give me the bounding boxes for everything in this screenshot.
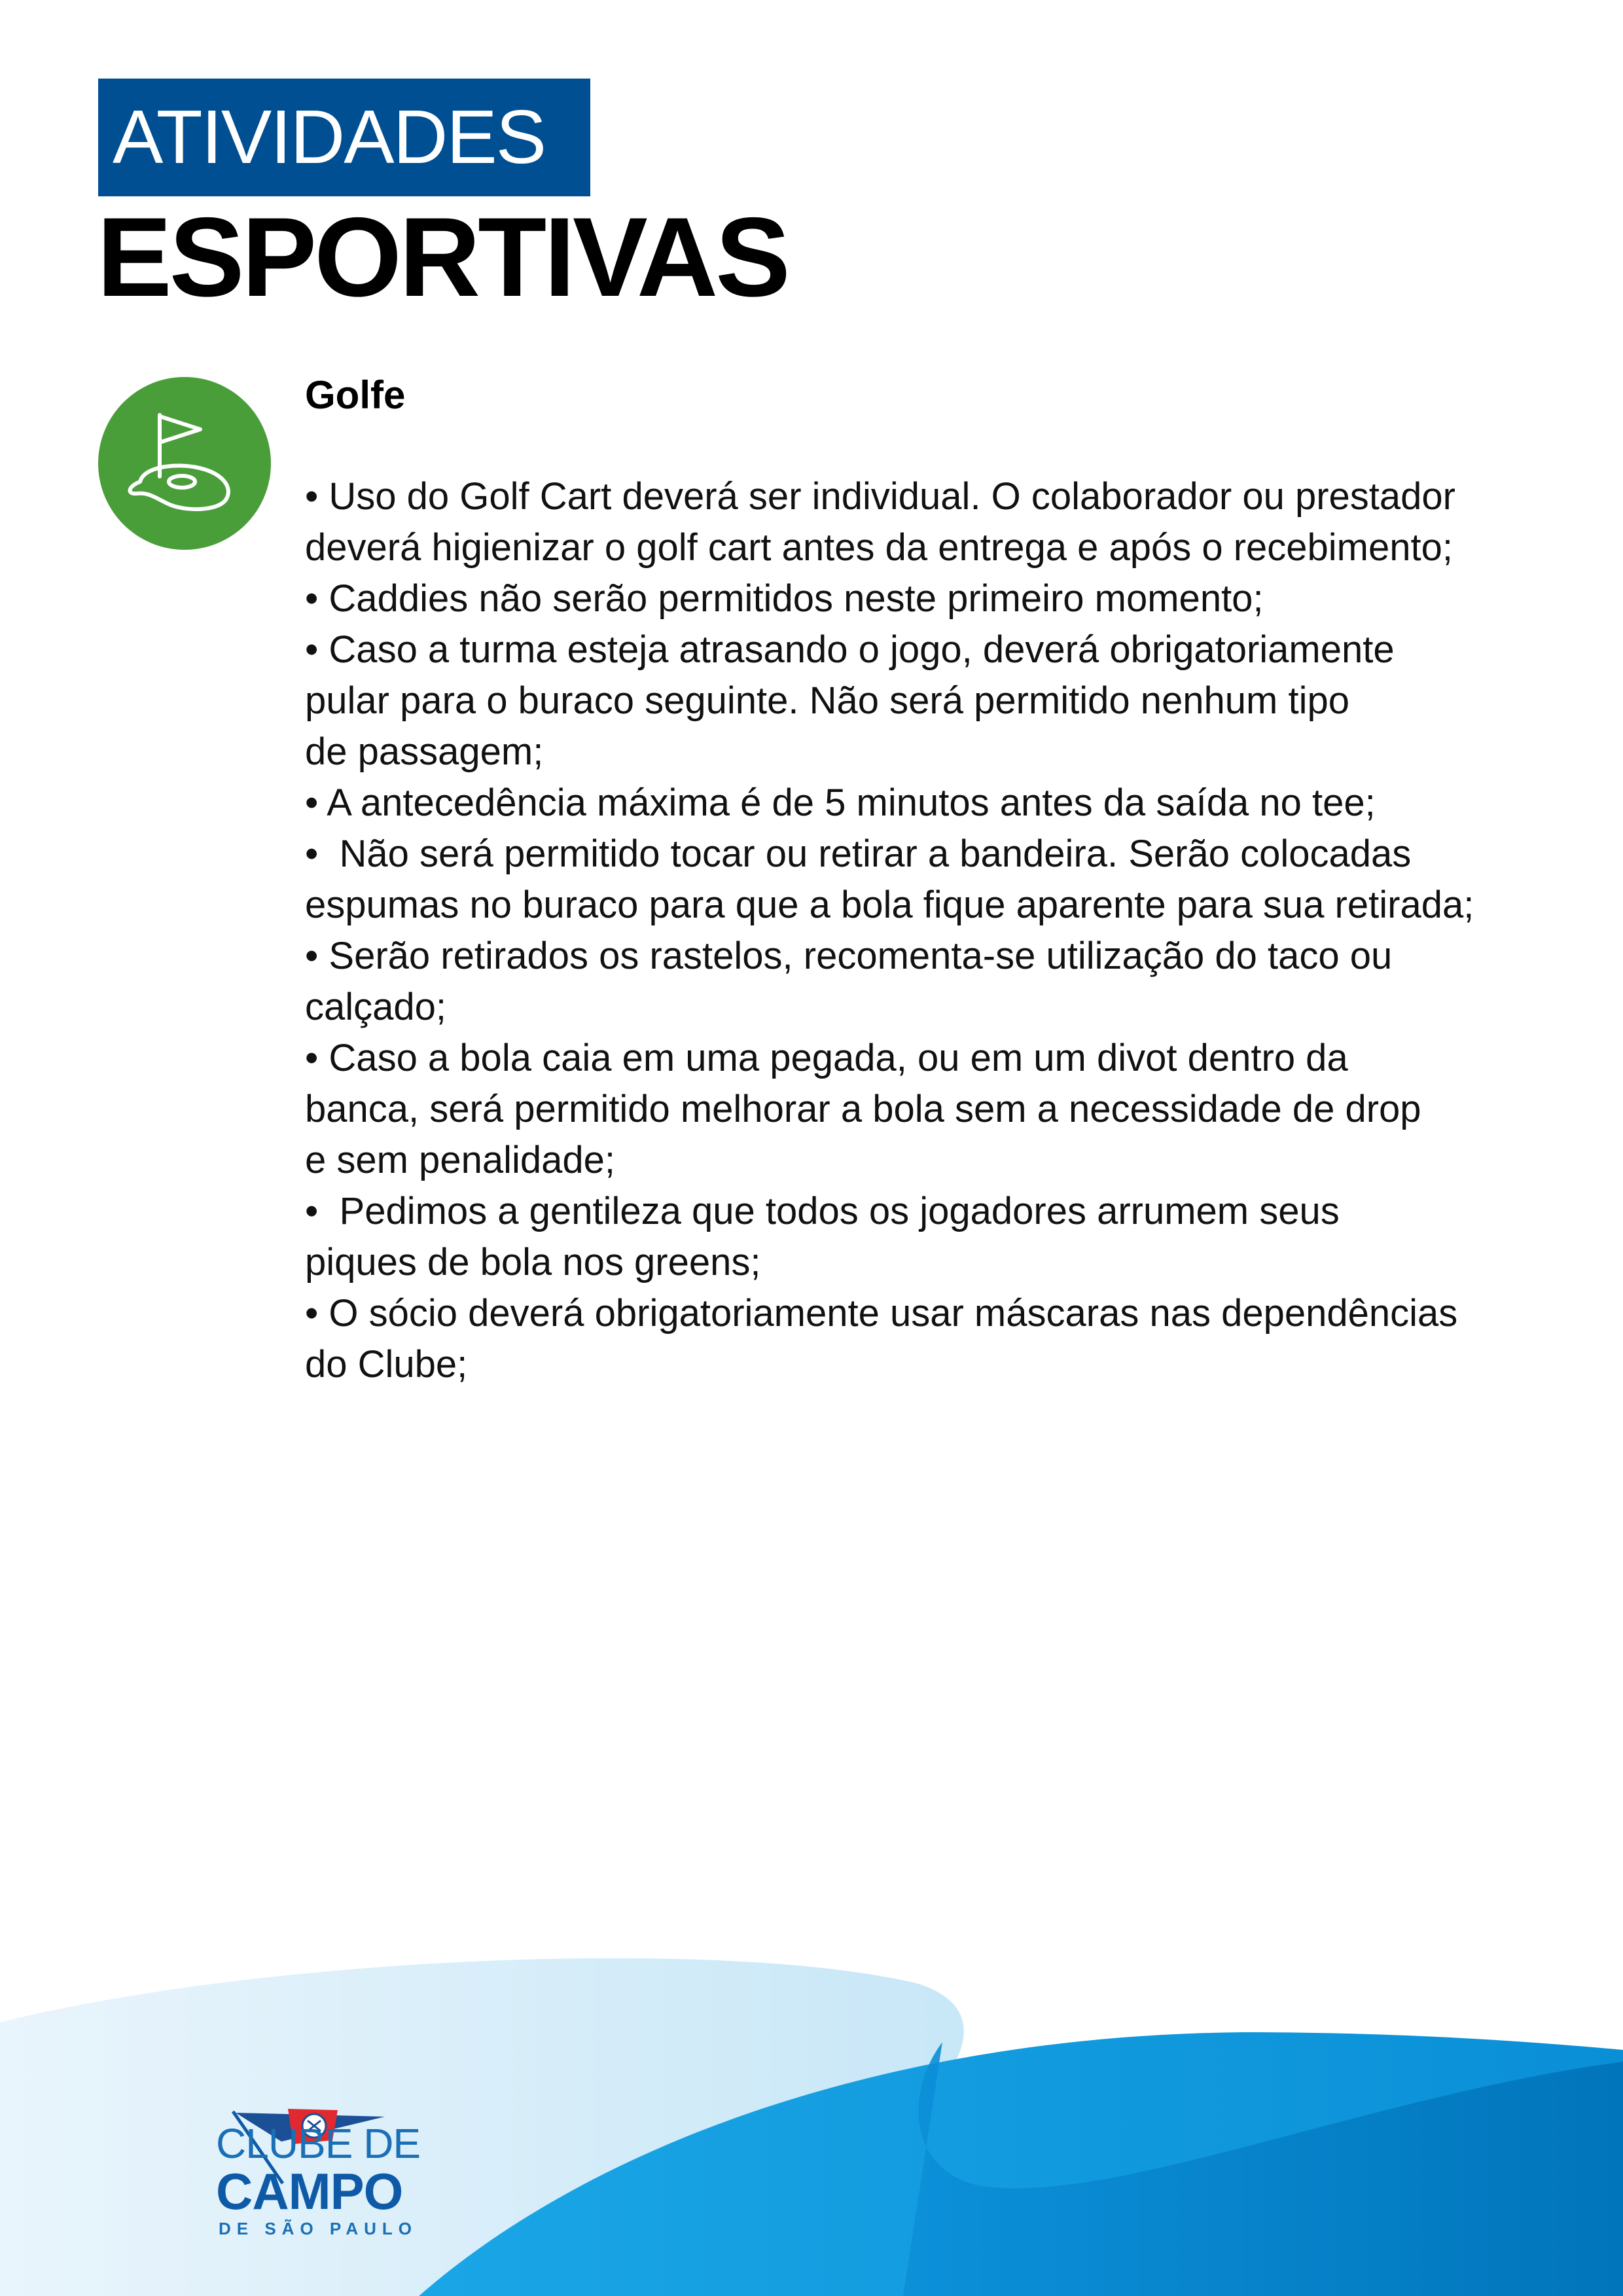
rule-line: calçado; xyxy=(305,986,447,1028)
rule-line: e sem penalidade; xyxy=(305,1139,615,1181)
title-badge xyxy=(98,79,590,196)
logo-line3: DE SÃO PAULO xyxy=(219,2219,418,2238)
rule-line: • Caddies não serão permitidos neste primeiro momento; xyxy=(305,577,1264,620)
rule-line: de passagem; xyxy=(305,730,544,773)
rules-list xyxy=(305,471,1601,1390)
rule-line: espumas no buraco para que a bola fique aparente para sua retirada; xyxy=(305,884,1474,926)
rule-line: • O sócio deverá obrigatoriamente usar máscaras nas dependências xyxy=(305,1292,1458,1335)
rule-line: banca, será permitido melhorar a bola sem a necessidade de drop xyxy=(305,1088,1421,1130)
rule-line: do Clube; xyxy=(305,1343,468,1386)
rule-line: pular para o buraco seguinte. Não será permitido nenhum tipo xyxy=(305,679,1349,722)
title-top: ATIVIDADES xyxy=(113,94,546,179)
rule-line: • Uso do Golf Cart deverá ser individual. O colaborador ou prestador xyxy=(305,475,1455,518)
rule-line: deverá higienizar o golf cart antes da entrega e após o recebimento; xyxy=(305,526,1453,569)
rule-line: • Serão retirados os rastelos, recomenta-se utilização do taco ou xyxy=(305,935,1393,977)
rule-line: • Não será permitido tocar ou retirar a bandeira. Serão colocadas xyxy=(305,833,1412,875)
rule-line: • Pedimos a gentileza que todos os jogadores arrumem seus xyxy=(305,1190,1340,1232)
rule-line: • Caso a bola caia em uma pegada, ou em um divot dentro da xyxy=(305,1037,1348,1079)
rule-line: • A antecedência máxima é de 5 minutos antes da saída no tee; xyxy=(305,781,1376,824)
rule-line: • Caso a turma esteja atrasando o jogo, deverá obrigatoriamente xyxy=(305,628,1395,671)
section-title: Golfe xyxy=(305,373,406,417)
logo-line1: CLUBE DE xyxy=(216,2120,421,2167)
golf-flag-icon xyxy=(98,377,271,550)
rule-line: piques de bola nos greens; xyxy=(305,1241,761,1283)
page-title: ESPORTIVAS xyxy=(97,194,788,320)
logo-line2: CAMPO xyxy=(216,2162,403,2220)
